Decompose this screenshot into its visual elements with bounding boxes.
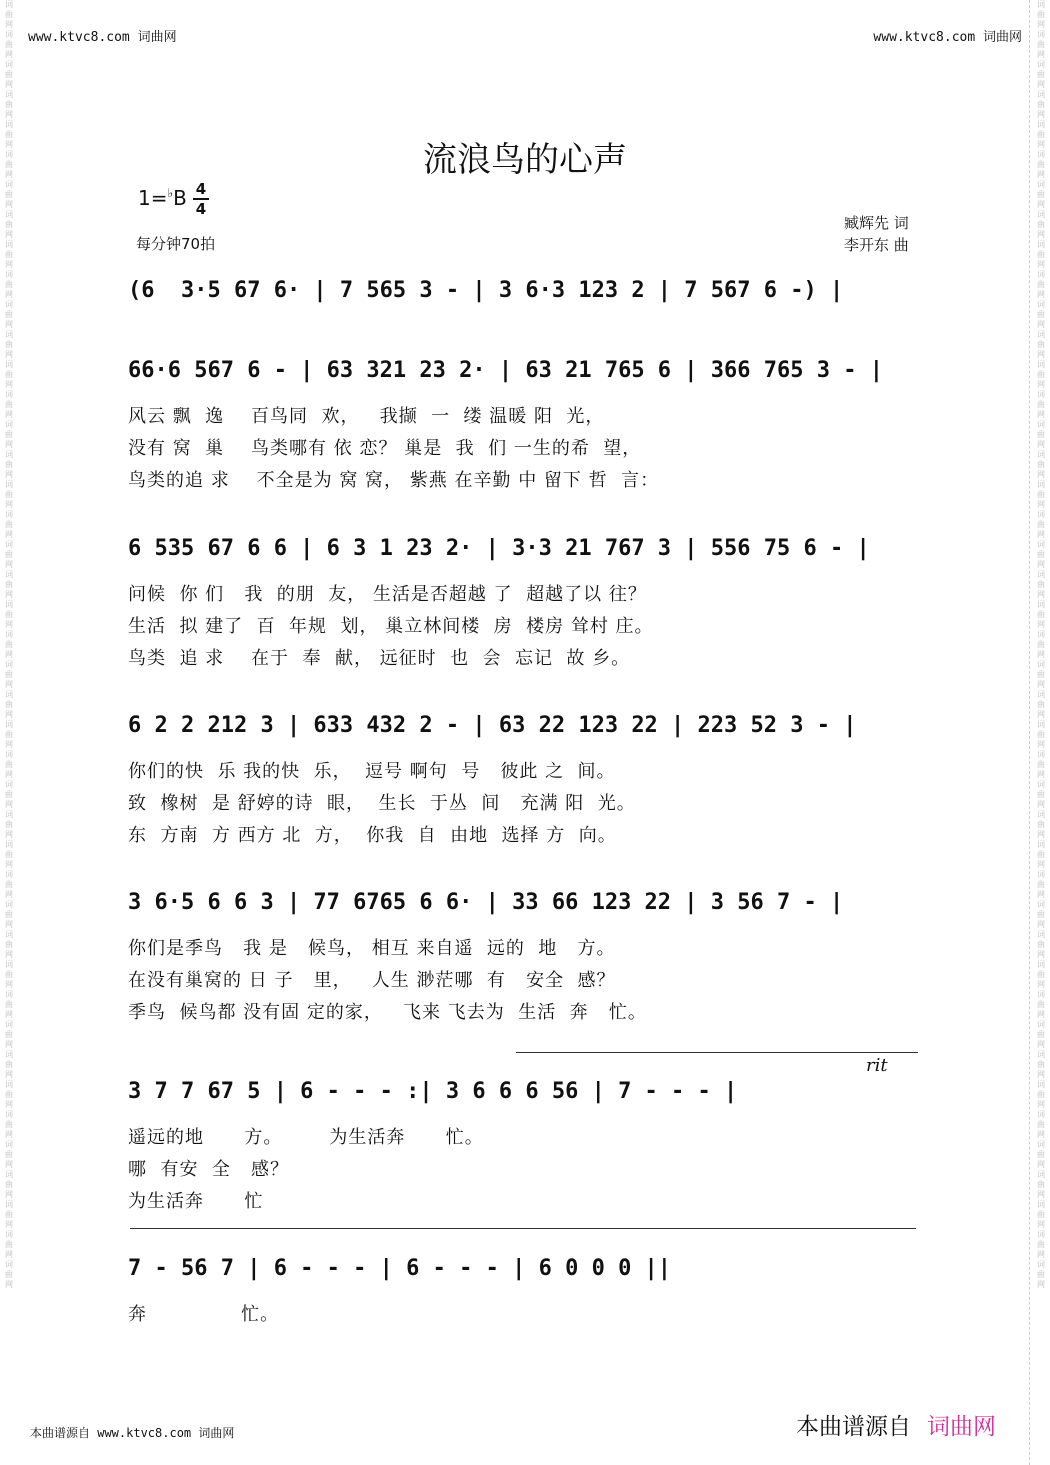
- ending-bracket-2: [130, 1228, 916, 1229]
- lyric-line: 没有 窝 巢 鸟类哪有 依 恋？ 巢是 我 们 一生的希 望，: [128, 438, 642, 459]
- tempo-marking: 每分钟70拍: [136, 235, 216, 253]
- rit-marking: rit: [866, 1055, 888, 1076]
- header-site-left: www.ktvc8.com 词曲网: [28, 30, 177, 45]
- time-bottom: 4: [195, 200, 207, 218]
- key-signature: 1=♭B: [138, 186, 187, 210]
- notation-row-7: 7 - 56 7 | 6 - - - | 6 - - - | 6 0 0 0 ||: [128, 1256, 672, 1281]
- lyric-line: 你们是季鸟 我 是 候鸟， 相互 来自遥 远的 地 方。: [128, 938, 616, 959]
- notation-row-6: 3 7 7 67 5 | 6 - - - :| 3 6 6 6 56 | 7 - - - |: [128, 1079, 738, 1104]
- lyric-line: 为生活奔 忙: [128, 1191, 264, 1212]
- lyric-line: 东 方南 方 西方 北 方， 你我 自 由地 选择 方 向。: [128, 825, 617, 846]
- time-top: 4: [195, 180, 207, 198]
- ending-bracket: [516, 1052, 918, 1053]
- footer-source-right: 本曲谱源自 词曲网: [796, 1414, 996, 1440]
- lyric-line: 鸟类 追 求 在于 奉 献， 远征时 也 会 忘记 故 乡。: [128, 648, 631, 669]
- notation-row-4: 6 2 2 212 3 | 633 432 2 - | 63 22 123 22 | 223 52 3 - |: [128, 713, 857, 738]
- footer-brand: 词曲网: [927, 1414, 996, 1440]
- lyric-line: 哪 有安 全 感？: [128, 1159, 290, 1180]
- margin-guide-line: [1029, 0, 1030, 1465]
- lyric-line: 问候 你 们 我 的朋 友， 生活是否超越 了 超越了以 往？: [128, 584, 647, 605]
- side-watermark-right: 词曲网词曲网词曲网词曲网词曲网词曲网词曲网词曲网词曲网词曲网词曲网词曲网词曲网词曲网词曲网词曲网词曲网词曲网词曲网词曲网词曲网词曲网词曲网词曲网词曲网词曲网词曲网词曲网词曲网词曲网词曲网词曲网词曲网词曲网词曲网词曲网词曲网词曲网词曲网词曲网词曲网词曲网词曲网: [1037, 0, 1045, 1289]
- header-site-right: www.ktvc8.com 词曲网: [873, 30, 1022, 45]
- lyricist-credit: 臧辉先 词: [844, 214, 909, 232]
- notation-row-1: (6 3·5 67 6· | 7 565 3 - | 3 6·3 123 2 | 7 567 6 -) |: [128, 278, 844, 303]
- lyric-line: 风云 飘 逸 百鸟同 欢， 我撷 一 缕 温暖 阳 光，: [128, 406, 605, 427]
- side-watermark-left: 词曲网词曲网词曲网词曲网词曲网词曲网词曲网词曲网词曲网词曲网词曲网词曲网词曲网词曲网词曲网词曲网词曲网词曲网词曲网词曲网词曲网词曲网词曲网词曲网词曲网词曲网词曲网词曲网词曲网词曲网词曲网词曲网词曲网词曲网词曲网词曲网词曲网词曲网词曲网词曲网词曲网词曲网词曲网: [5, 0, 13, 1289]
- lyric-line: 季鸟 候鸟都 没有固 定的家， 飞来 飞去为 生活 奔 忙。: [128, 1002, 647, 1023]
- notation-row-2: 66·6 567 6 - | 63 321 23 2· | 63 21 765 6 | 366 765 3 - |: [128, 358, 883, 383]
- composer-credit: 李开东 曲: [844, 236, 909, 254]
- song-title: 流浪鸟的心声: [423, 140, 627, 180]
- lyric-line: 致 橡树 是 舒婷的诗 眼， 生长 于丛 间 充满 阳 光。: [128, 793, 636, 814]
- lyric-line: 在没有巢窝的 日 子 里， 人生 渺茫哪 有 安全 感？: [128, 970, 616, 991]
- flat-sign: ♭: [167, 186, 174, 200]
- footer-source-left: 本曲谱源自 www.ktvc8.com 词曲网: [30, 1426, 235, 1440]
- notation-row-5: 3 6·5 6 6 3 | 77 6765 6 6· | 33 66 123 22 | 3 56 7 - |: [128, 890, 844, 915]
- lyric-line: 奔 忙。: [128, 1304, 280, 1325]
- lyric-line: 遥远的地 方。 为生活奔 忙。: [128, 1127, 484, 1148]
- lyric-line: 你们的快 乐 我的快 乐， 逗号 啊句 号 彼此 之 间。: [128, 761, 616, 782]
- lyric-line: 生活 拟 建了 百 年规 划， 巢立林间楼 房 楼房 耸村 庄。: [128, 616, 654, 637]
- notation-row-3: 6 535 67 6 6 | 6 3 1 23 2· | 3·3 21 767 3 | 556 75 6 - |: [128, 536, 870, 561]
- time-signature: [193, 180, 209, 218]
- lyric-line: 鸟类的追 求 不全是为 窝 窝， 紫燕 在辛勤 中 留下 哲 言：: [128, 470, 660, 491]
